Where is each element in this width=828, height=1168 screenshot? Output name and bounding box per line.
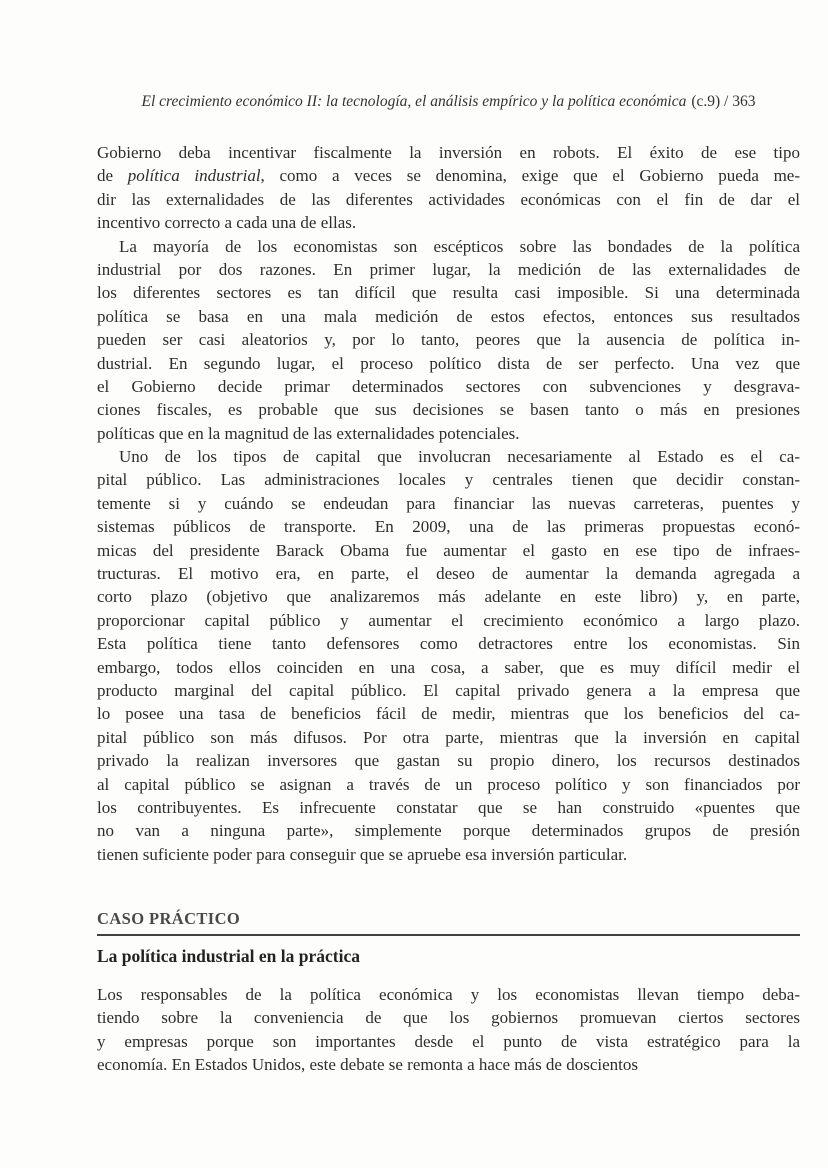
text-line [97,281,800,304]
text-segment: micas del presidente Barack Obama fue aumentar el gasto en ese tipo de infraes- [97,540,800,560]
case-study-title: La política industrial en la práctica [97,946,360,966]
text-segment: incentivo correcto a cada una de ellas. [97,213,357,233]
text-segment: los diferentes sectores es tan difícil que resulta casi imposible. Si una determinada [97,283,800,303]
text-line [97,515,800,538]
paragraph [97,235,800,446]
text-line [97,422,800,445]
text-segment: pital público son más difusos. Por otra parte, mientras que la inversión en capital [97,727,800,747]
text-line [97,585,800,608]
text-segment: Gobierno deba incentivar fiscalmente la inversión en robots. El éxito de ese tipo [97,143,800,162]
text-segment: ciones fiscales, es probable que sus decisiones se basen tanto o más en presiones [97,400,800,420]
text-segment: sistemas públicos de transporte. En 2009, una de las primeras propuestas econó- [97,517,800,537]
text-line [97,188,800,211]
text-line [97,632,800,655]
text-segment: políticas que en la magnitud de las externalidades potenciales. [97,423,520,443]
section-rule [97,934,800,936]
text-line [97,1006,800,1029]
text-segment: no van a ninguna parte», simplemente porque determinados grupos de presión [97,821,800,841]
paragraph [97,445,800,866]
case-study-kicker: CASO PRÁCTICO [97,909,241,928]
text-segment: , como a veces se denomina, exige que el Gobierno pueda me- [260,166,801,186]
text-line [97,796,800,819]
text-line [97,773,800,796]
running-header-title: El crecimiento económico II: la tecnología, el análisis empírico y la política económica [141,93,687,110]
text-segment: corto plazo (objetivo que analizaremos más adelante en este libro) y, en parte, [97,587,800,607]
text-segment: Los responsables de la política económica y los economistas llevan tiempo deba- [97,985,800,1004]
text-segment: Esta política tiene tanto defensores como detractores entre los economistas. Sin [97,634,800,654]
text-line [97,468,800,491]
paragraph [97,141,800,235]
text-line [97,726,800,749]
text-line [97,1053,800,1076]
running-header-page-ref: (c.9) / 363 [691,93,756,110]
text-line [97,141,800,164]
italic-text: política industrial [127,166,261,186]
text-line [97,609,800,632]
text-segment: dustrial. En segundo lugar, el proceso político dista de ser perfecto. Una vez que [97,353,800,373]
text-line [97,1030,800,1053]
text-segment: de [97,166,128,186]
text-segment: política se basa en una mala medición de estos efectos, entonces sus resultados [97,306,800,326]
text-line [97,375,800,398]
text-segment: privado la realizan inversores que gastan su propio dinero, los recursos destinados [97,751,800,771]
text-segment: dir las externalidades de las diferentes actividades económicas con el fin de dar el [97,189,800,209]
text-line [97,211,800,234]
text-line [97,539,800,562]
text-line [97,562,800,585]
text-segment: lo posee una tasa de beneficios fácil de medir, mientras que los beneficios del ca- [97,704,800,724]
text-segment: industrial por dos razones. En primer lugar, la medición de las externalidades de [97,259,800,279]
paragraph [97,983,800,1077]
text-segment: tiendo sobre la conveniencia de que los gobiernos promuevan ciertos sectores [97,1008,800,1028]
text-line [97,328,800,351]
text-line [97,398,800,421]
text-line [97,492,800,515]
text-line [97,164,800,187]
text-segment: tructuras. El motivo era, en parte, el deseo de aumentar la demanda agregada a [97,564,800,584]
text-line [97,843,800,866]
text-line [97,656,800,679]
text-line [97,258,800,281]
text-segment: pital público. Las administraciones locales y centrales tienen que decidir constan- [97,470,800,490]
text-segment: al capital público se asignan a través de un proceso político y son financiados por [97,774,800,794]
text-line [97,819,800,842]
text-line [97,749,800,772]
text-segment: La mayoría de los economistas son escépticos sobre las bondades de la política [119,236,800,256]
case-study-text-block [97,983,800,1077]
text-segment: Uno de los tipos de capital que involucran necesariamente al Estado es el ca- [119,447,800,467]
text-segment: temente si y cuándo se endeudan para financiar las nuevas carreteras, puentes y [97,493,800,513]
text-line [97,305,800,328]
text-segment: embargo, todos ellos coinciden en una cosa, a saber, que es muy difícil medir el [97,657,800,677]
text-line [97,445,800,468]
text-segment: pueden ser casi aleatorios y, por lo tanto, peores que la ausencia de política in- [97,330,800,350]
text-segment: el Gobierno decide primar determinados sectores con subvenciones y desgrava- [97,376,800,396]
text-segment: los contribuyentes. Es infrecuente constatar que se han construido «puentes que [97,797,800,817]
text-segment: proporcionar capital público y aumentar el crecimiento económico a largo plazo. [97,610,800,630]
text-segment: y empresas porque son importantes desde el punto de vista estratégico para la [97,1031,800,1051]
text-line [97,352,800,375]
text-line [97,702,800,725]
text-segment: tienen suficiente poder para conseguir que se apruebe esa inversión particular. [97,844,628,864]
text-segment: economía. En Estados Unidos, este debate se remonta a hace más de doscientos [97,1055,638,1075]
running-header [97,93,800,111]
text-segment: producto marginal del capital público. El capital privado genera a la empresa que [97,680,800,700]
text-line [97,679,800,702]
text-line [97,983,800,1006]
main-text-block [97,141,800,866]
text-line [97,235,800,258]
